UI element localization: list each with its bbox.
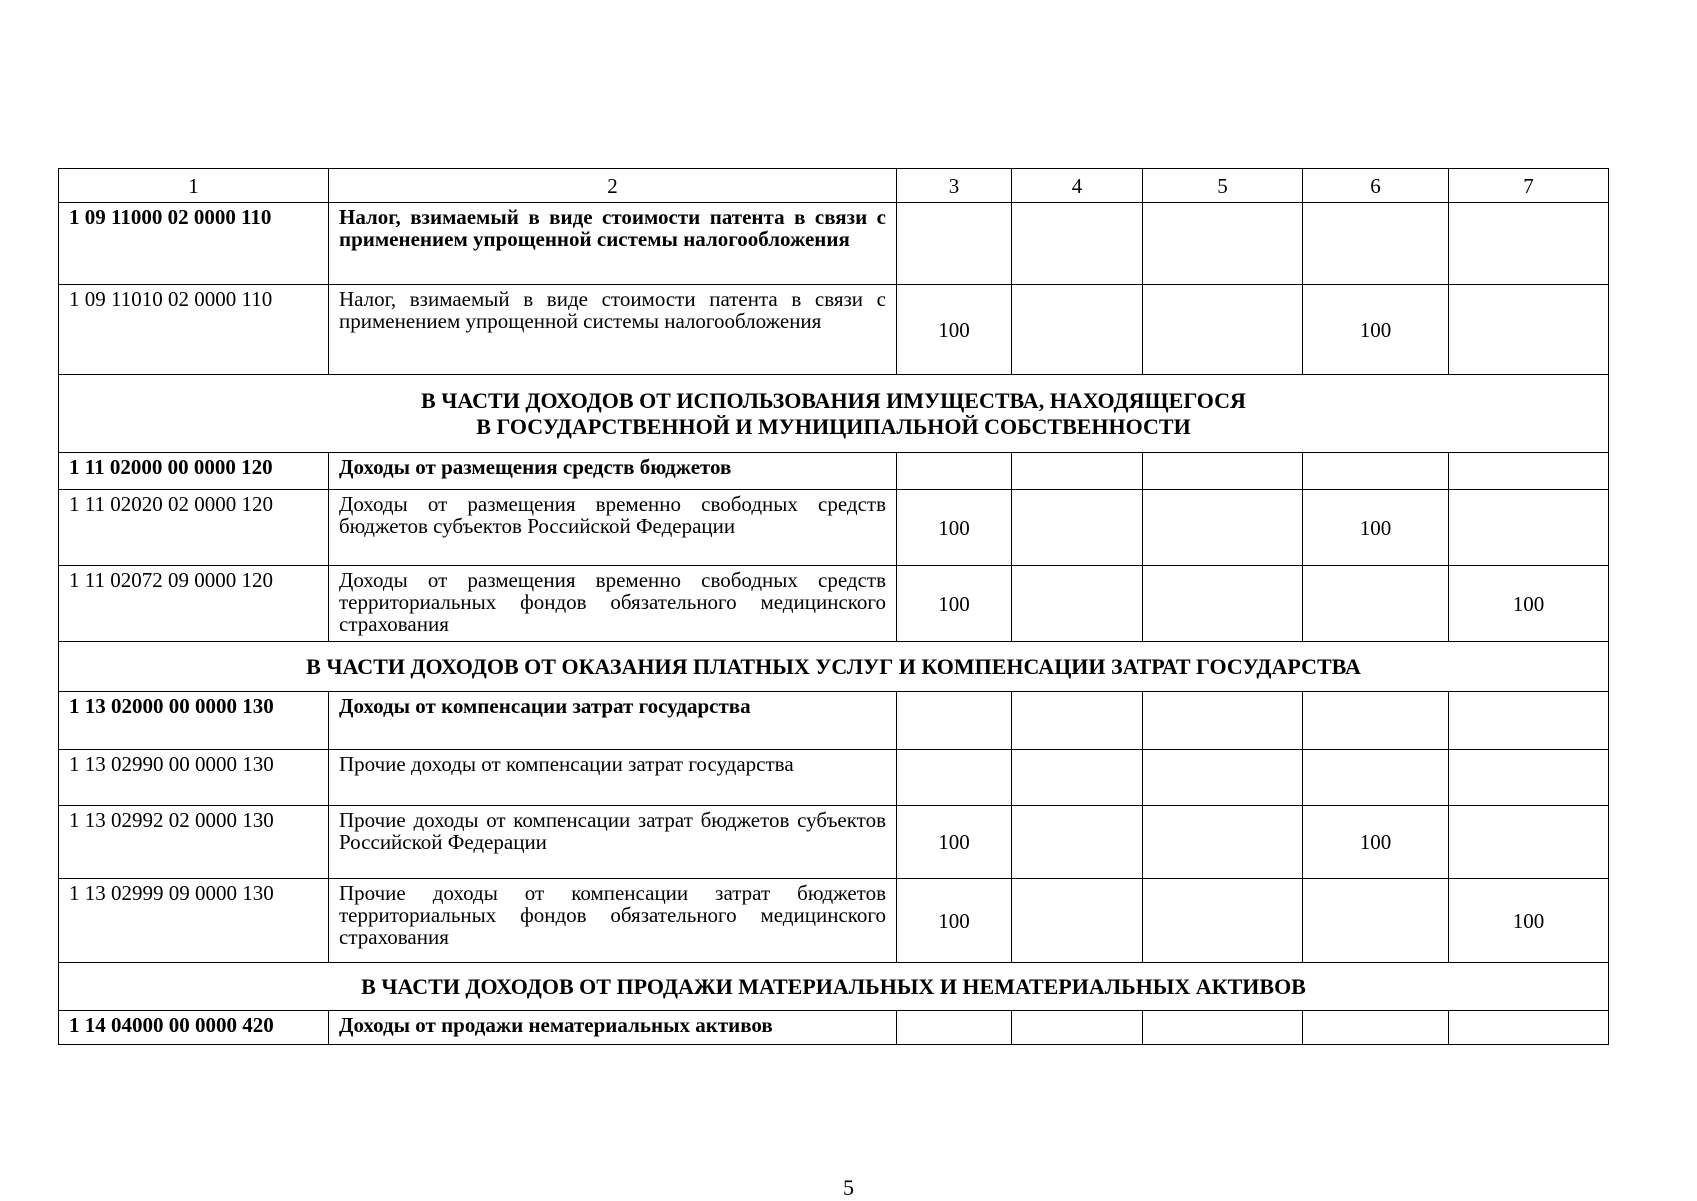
- table-row: [59, 750, 1609, 806]
- cell-col-6: [1303, 879, 1449, 963]
- section-heading: В ЧАСТИ ДОХОДОВ ОТ ОКАЗАНИЯ ПЛАТНЫХ УСЛУГ И КОМПЕНСАЦИИ ЗАТРАТ ГОСУДАРСТВА: [59, 642, 1609, 692]
- cell-col-4: [1012, 490, 1143, 566]
- row-code: 1 13 02990 00 0000 130: [59, 750, 329, 806]
- header-col-3: 3: [897, 169, 1012, 203]
- header-row: [59, 169, 1609, 203]
- cell-col-7: 100: [1449, 879, 1609, 963]
- row-description: Доходы от размещения средств бюджетов: [329, 453, 897, 490]
- cell-col-6: [1303, 203, 1449, 285]
- cell-col-6: [1303, 750, 1449, 806]
- table-row: [59, 879, 1609, 963]
- section-heading: [59, 375, 1609, 453]
- row-code: 1 11 02000 00 0000 120: [59, 453, 329, 490]
- table-row: [59, 203, 1609, 285]
- cell-col-4: [1012, 203, 1143, 285]
- cell-col-4: [1012, 692, 1143, 750]
- cell-col-7: [1449, 692, 1609, 750]
- header-col-4: 4: [1012, 169, 1143, 203]
- cell-col-3: 100: [897, 879, 1012, 963]
- row-description: Налог, взимаемый в виде стоимости патента в связи с применением упрощенной системы налогообложения: [329, 285, 897, 375]
- cell-col-4: [1012, 285, 1143, 375]
- cell-col-7: [1449, 750, 1609, 806]
- header-col-1: 1: [59, 169, 329, 203]
- revenue-table: [58, 168, 1609, 1045]
- cell-col-4: [1012, 566, 1143, 642]
- cell-col-3: 100: [897, 566, 1012, 642]
- cell-col-5: [1143, 203, 1303, 285]
- section-heading: В ЧАСТИ ДОХОДОВ ОТ ПРОДАЖИ МАТЕРИАЛЬНЫХ И НЕМАТЕРИАЛЬНЫХ АКТИВОВ: [59, 963, 1609, 1011]
- cell-col-4: [1012, 1011, 1143, 1045]
- cell-col-5: [1143, 750, 1303, 806]
- cell-col-4: [1012, 879, 1143, 963]
- cell-col-7: 100: [1449, 566, 1609, 642]
- row-code: 1 11 02072 09 0000 120: [59, 566, 329, 642]
- cell-col-3: [897, 750, 1012, 806]
- header-col-2: 2: [329, 169, 897, 203]
- section-heading-row: [59, 375, 1609, 453]
- cell-col-3: [897, 203, 1012, 285]
- cell-col-5: [1143, 1011, 1303, 1045]
- page-number: 5: [843, 1175, 854, 1200]
- row-description: Прочие доходы от компенсации затрат бюджетов субъектов Российской Федерации: [329, 806, 897, 879]
- row-description: Доходы от продажи нематериальных активов: [329, 1011, 897, 1045]
- cell-col-7: [1449, 453, 1609, 490]
- header-col-6: 6: [1303, 169, 1449, 203]
- cell-col-5: [1143, 806, 1303, 879]
- row-code: 1 13 02000 00 0000 130: [59, 692, 329, 750]
- cell-col-4: [1012, 453, 1143, 490]
- section-heading-line-1: В ЧАСТИ ДОХОДОВ ОТ ИСПОЛЬЗОВАНИЯ ИМУЩЕСТВА, НАХОДЯЩЕГОСЯ: [421, 387, 1246, 413]
- cell-col-5: [1143, 285, 1303, 375]
- cell-col-3: [897, 692, 1012, 750]
- cell-col-4: [1012, 806, 1143, 879]
- cell-col-3: 100: [897, 806, 1012, 879]
- cell-col-6: 100: [1303, 806, 1449, 879]
- cell-col-7: [1449, 490, 1609, 566]
- cell-col-6: 100: [1303, 285, 1449, 375]
- cell-col-7: [1449, 203, 1609, 285]
- row-description: Доходы от компенсации затрат государства: [329, 692, 897, 750]
- table-row: [59, 692, 1609, 750]
- section-heading-row: [59, 642, 1609, 692]
- section-heading-line-2: В ГОСУДАРСТВЕННОЙ И МУНИЦИПАЛЬНОЙ СОБСТВЕННОСТИ: [476, 413, 1191, 439]
- table-row: [59, 806, 1609, 879]
- cell-col-5: [1143, 566, 1303, 642]
- row-code: 1 13 02999 09 0000 130: [59, 879, 329, 963]
- table-row: [59, 1011, 1609, 1045]
- row-description: Прочие доходы от компенсации затрат государства: [329, 750, 897, 806]
- cell-col-5: [1143, 490, 1303, 566]
- revenue-table-container: [58, 168, 1608, 1045]
- cell-col-7: [1449, 806, 1609, 879]
- table-row: [59, 566, 1609, 642]
- cell-col-4: [1012, 750, 1143, 806]
- row-description: Доходы от размещения временно свободных средств бюджетов субъектов Российской Федерации: [329, 490, 897, 566]
- row-description: Доходы от размещения временно свободных средств территориальных фондов обязательного медицинского страхования: [329, 566, 897, 642]
- cell-col-3: [897, 453, 1012, 490]
- header-col-5: 5: [1143, 169, 1303, 203]
- cell-col-3: 100: [897, 490, 1012, 566]
- row-code: 1 14 04000 00 0000 420: [59, 1011, 329, 1045]
- cell-col-6: [1303, 1011, 1449, 1045]
- cell-col-6: 100: [1303, 490, 1449, 566]
- header-col-7: 7: [1449, 169, 1609, 203]
- cell-col-3: 100: [897, 285, 1012, 375]
- row-description: Налог, взимаемый в виде стоимости патента в связи с применением упрощенной системы налогообложения: [329, 203, 897, 285]
- row-code: 1 11 02020 02 0000 120: [59, 490, 329, 566]
- cell-col-7: [1449, 285, 1609, 375]
- table-row: [59, 285, 1609, 375]
- cell-col-6: [1303, 692, 1449, 750]
- cell-col-5: [1143, 879, 1303, 963]
- cell-col-6: [1303, 453, 1449, 490]
- section-heading-row: [59, 963, 1609, 1011]
- table-row: [59, 490, 1609, 566]
- table-row: [59, 453, 1609, 490]
- row-code: 1 09 11010 02 0000 110: [59, 285, 329, 375]
- cell-col-5: [1143, 692, 1303, 750]
- row-code: 1 09 11000 02 0000 110: [59, 203, 329, 285]
- cell-col-5: [1143, 453, 1303, 490]
- cell-col-7: [1449, 1011, 1609, 1045]
- row-description: Прочие доходы от компенсации затрат бюджетов территориальных фондов обязательного медицинского страхования: [329, 879, 897, 963]
- row-code: 1 13 02992 02 0000 130: [59, 806, 329, 879]
- cell-col-6: [1303, 566, 1449, 642]
- cell-col-3: [897, 1011, 1012, 1045]
